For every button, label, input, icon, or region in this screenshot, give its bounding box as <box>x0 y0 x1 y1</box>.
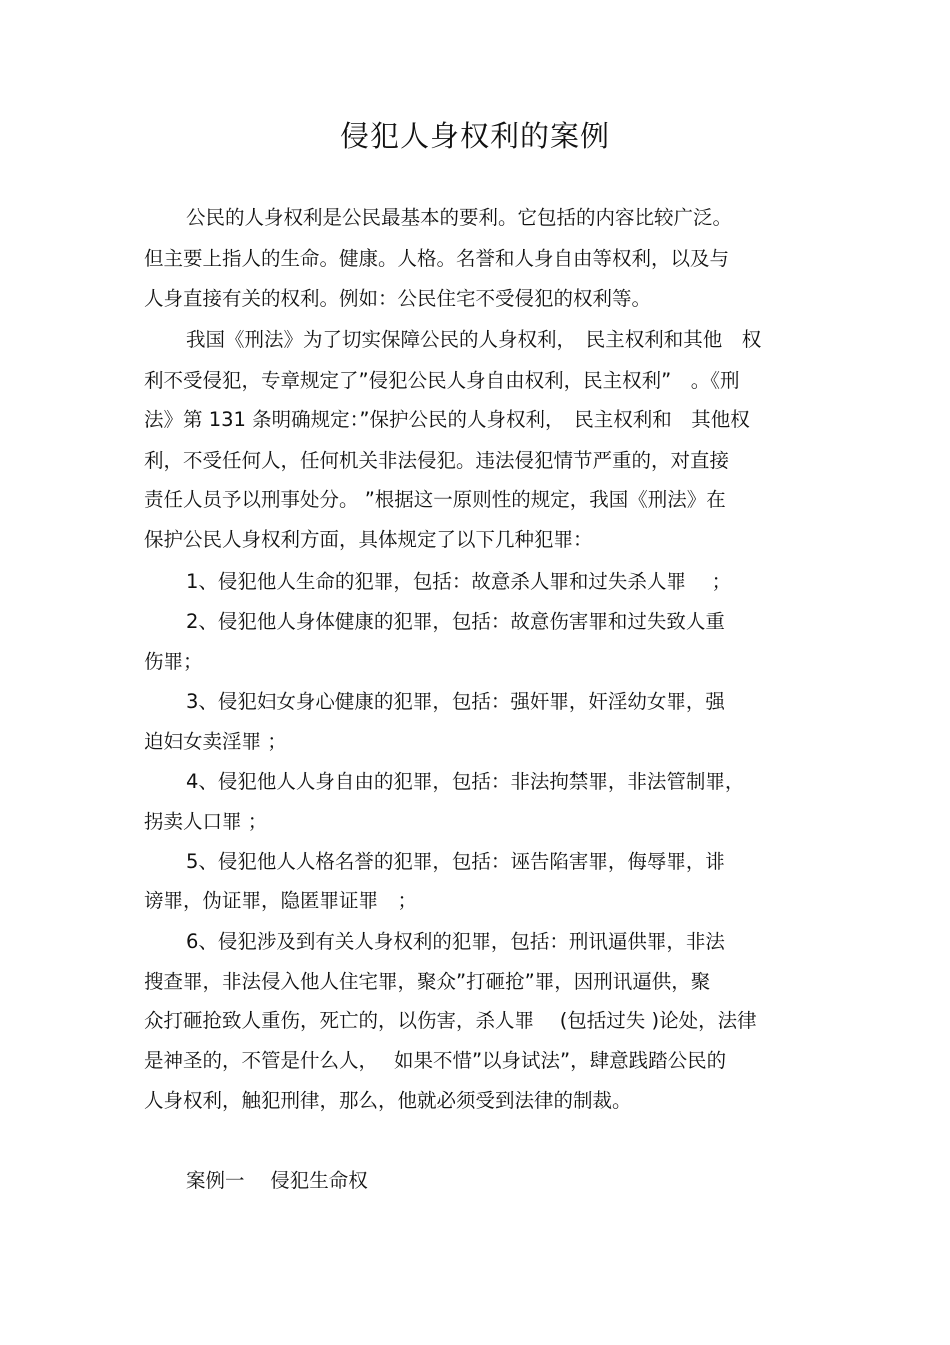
paragraph-line: 是神圣的，不管是什么人， 如果不惜”以身试法”，肆意践踏公民的 <box>144 1049 727 1072</box>
list-item: 6、侵犯涉及到有关人身权利的犯罪，包括：刑讯逼供罪，非法 <box>186 930 725 953</box>
paragraph-line: 法》第 131 条明确规定：”保护公民的人身权利， 民主权利和 其他权 <box>144 408 750 431</box>
section-heading: 案例一 侵犯生命权 <box>186 1169 368 1192</box>
document-title: 侵犯人身权利的案例 <box>339 119 610 153</box>
list-item-continuation: 谤罪，伪证罪，隐匿罪证罪 ； <box>144 889 418 912</box>
paragraph-line: 利，不受任何人，任何机关非法侵犯。违法侵犯情节严重的，对直接 <box>144 449 730 472</box>
paragraph-line: 保护公民人身权利方面，具体规定了以下几种犯罪： <box>144 528 593 551</box>
list-item-continuation: 迫妇女卖淫罪 ； <box>144 730 287 753</box>
paragraph-line: 但主要上指人的生命。健康。人格。名誉和人身自由等权利，以及与 <box>144 247 730 270</box>
paragraph-line: 我国《刑法》为了切实保障公民的人身权利， 民主权利和其他 权 <box>186 328 762 351</box>
paragraph-line: 人身直接有关的权利。例如：公民住宅不受侵犯的权利等。 <box>144 287 652 310</box>
list-item: 3、侵犯妇女身心健康的犯罪，包括：强奸罪，奸淫幼女罪，强 <box>186 690 725 713</box>
paragraph-line: 责任人员予以刑事处分。 ”根据这一原则性的规定，我国《刑法》在 <box>144 488 726 511</box>
list-item-continuation: 拐卖人口罪 ； <box>144 810 268 833</box>
paragraph-line: 公民的人身权利是公民最基本的要利。它包括的内容比较广泛。 <box>186 206 733 229</box>
list-item: 1、侵犯他人生命的犯罪，包括：故意杀人罪和过失杀人罪 ； <box>186 570 732 593</box>
list-item: 5、侵犯他人人格名誉的犯罪，包括：诬告陷害罪，侮辱罪，诽 <box>186 850 725 873</box>
list-item-continuation: 众打砸抢致人重伤，死亡的，以伤害，杀人罪 (包括过失 )论处，法律 <box>144 1009 757 1032</box>
list-item: 2、侵犯他人身体健康的犯罪，包括：故意伤害罪和过失致人重 <box>186 610 725 633</box>
list-item: 4、侵犯他人人身自由的犯罪，包括：非法拘禁罪，非法管制罪， <box>186 770 745 793</box>
list-item-continuation: 搜查罪，非法侵入他人住宅罪，聚众”打砸抢”罪，因刑讯逼供，聚 <box>144 970 711 993</box>
list-item-continuation: 伤罪； <box>144 650 203 673</box>
paragraph-line: 利不受侵犯，专章规定了”侵犯公民人身自由权利，民主权利” 。《刑 <box>144 369 740 392</box>
paragraph-line: 人身权利，触犯刑律，那么，他就必须受到法律的制裁。 <box>144 1089 632 1112</box>
